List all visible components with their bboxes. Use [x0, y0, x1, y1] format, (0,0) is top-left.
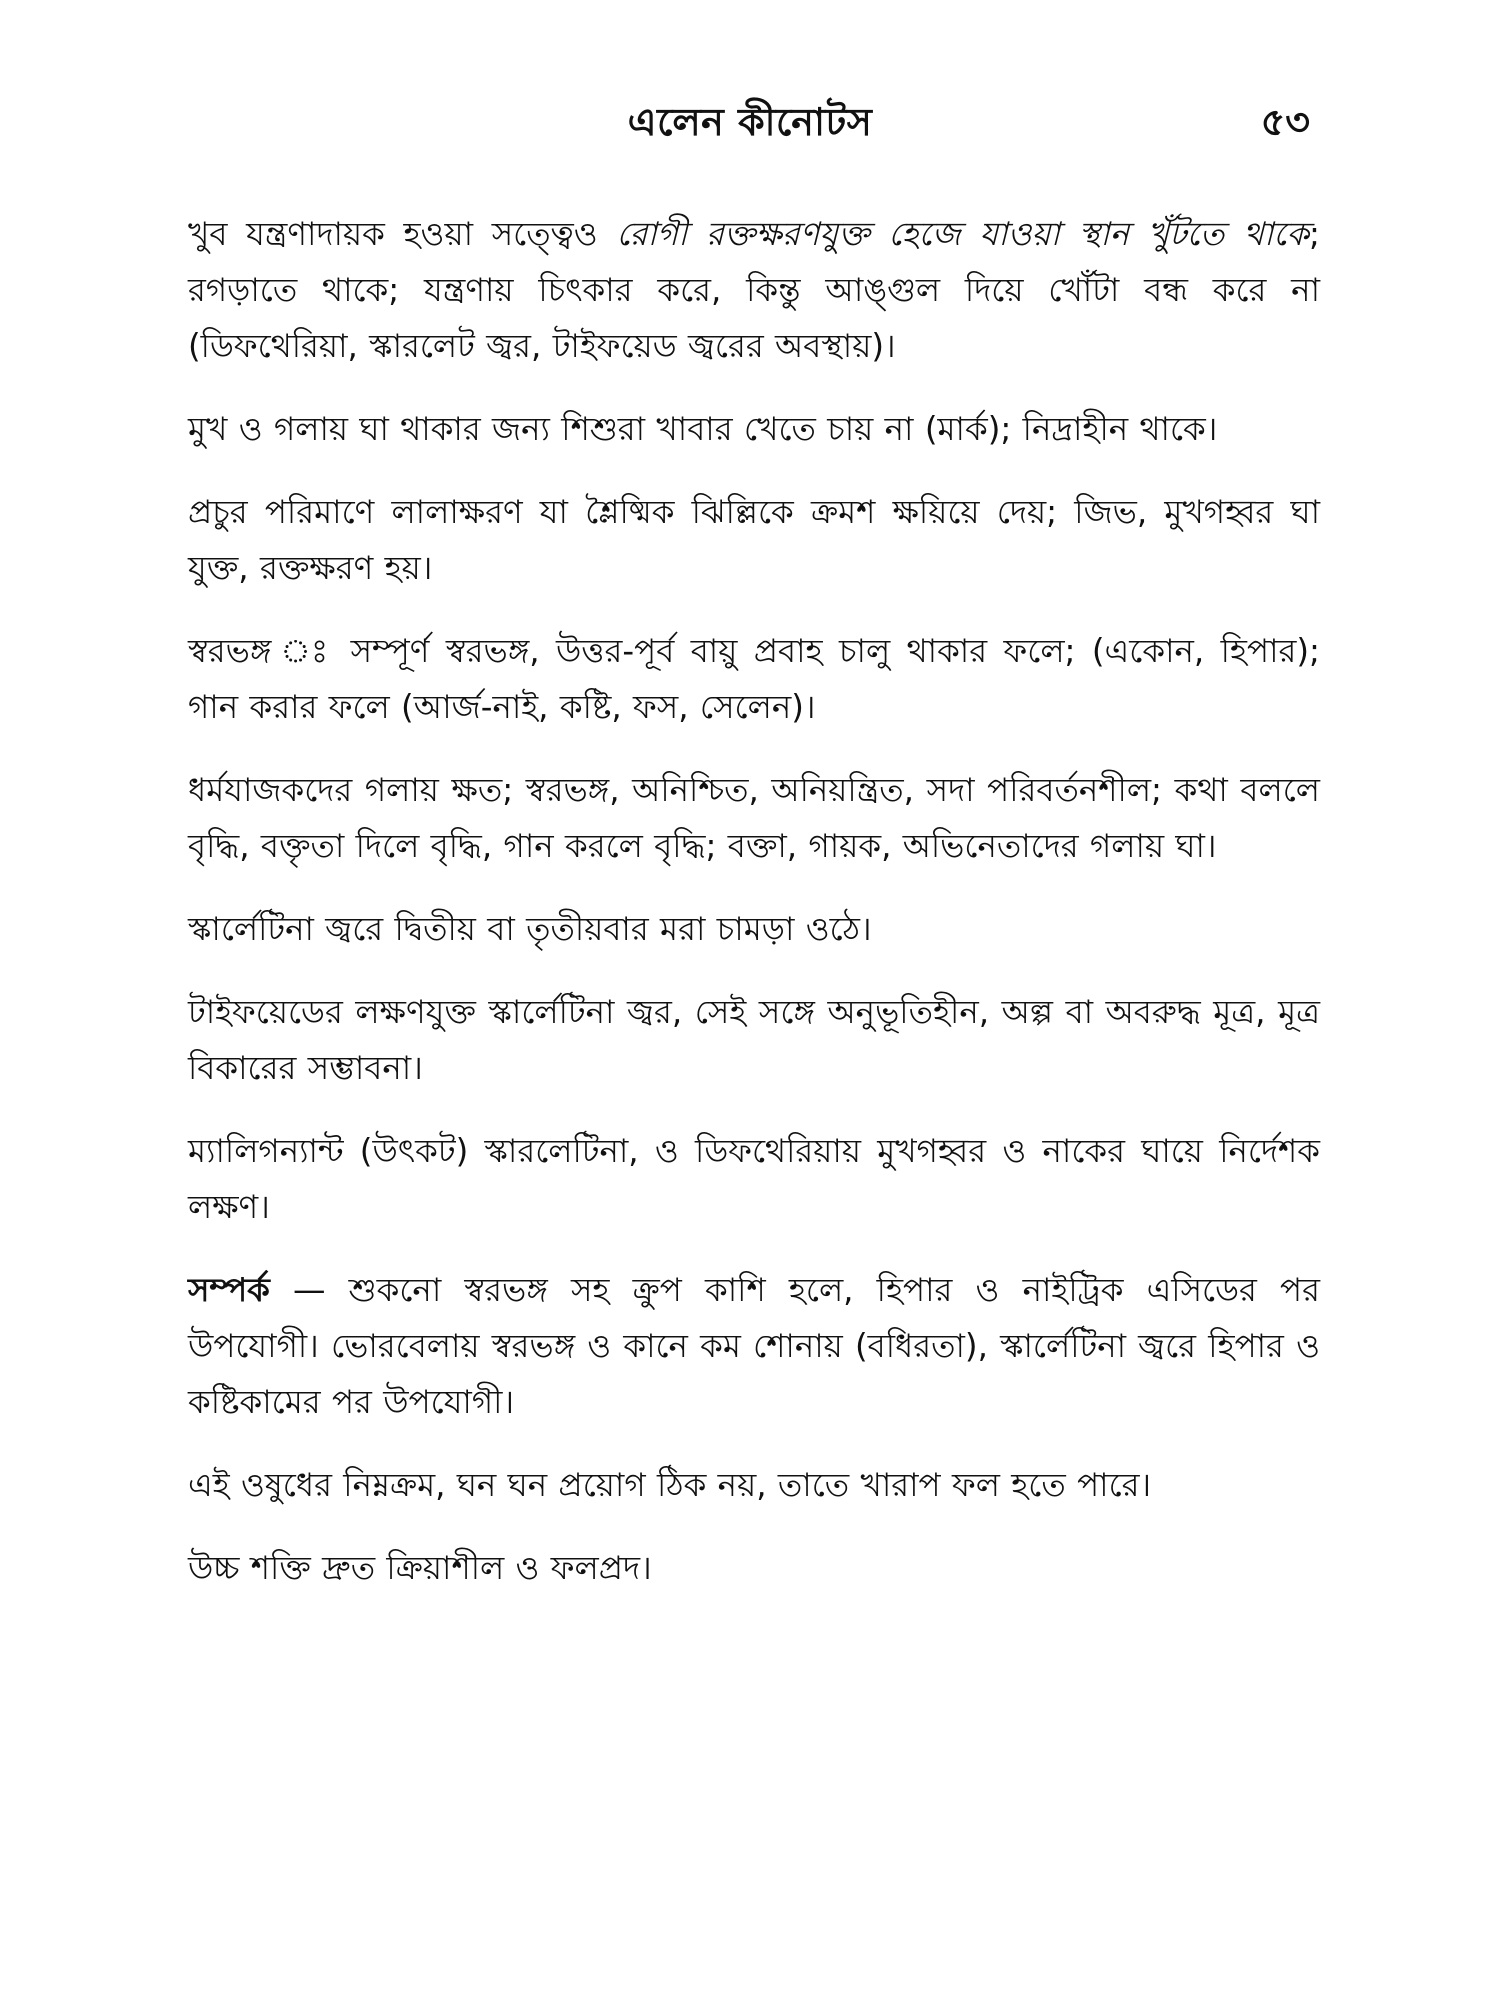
paragraph-11: উচ্চ শক্তি দ্রুত ক্রিয়াশীল ও ফলপ্রদ। — [188, 1549, 652, 1587]
page-number: ৫৩ — [1260, 100, 1310, 144]
paragraph-2: মুখ ও গলায় ঘা থাকার জন্য শিশুরা খাবার খেতে চায় না (মার্ক); নিদ্রাহীন থাকে। — [188, 410, 1218, 448]
paragraph-4: স্বরভঙ্গ ঃ সম্পূর্ণ স্বরভঙ্গ, উত্তর-পূর্ব বায়ু প্রবাহ চালু থাকার ফলে; (একোন, হিপার); গান করার ফলে (আর্জ-নাই, কষ্টি, ফস, সেলেন)। — [188, 632, 1320, 726]
paragraph-1 — [188, 206, 1320, 374]
running-title: এলেন কীনোটস — [627, 100, 873, 144]
paragraph-1-text: খুব যন্ত্রণাদায়ক হওয়া সত্ত্বেও — [188, 215, 617, 253]
paragraph-10: এই ওষুধের নিম্নক্রম, ঘন ঘন প্রয়োগ ঠিক নয়, তাতে খারাপ ফল হতে পারে। — [188, 1466, 1152, 1504]
paragraph-8: ম্যালিগন্যান্ট (উৎকট) স্কারলেটিনা, ও ডিফথেরিয়ায় মুখগহ্বর ও নাকের ঘায়ে নির্দেশক লক্ষণ। — [188, 1132, 1320, 1226]
paragraph-9 — [188, 1262, 1320, 1430]
relationship-heading: সম্পর্ক — [188, 1271, 270, 1309]
paragraph-6: স্কার্লেটিনা জ্বরে দ্বিতীয় বা তৃতীয়বার মরা চামড়া ওঠে। — [188, 910, 872, 948]
paragraph-9-text: — শুকনো স্বরভঙ্গ সহ ক্রুপ কাশি হলে, হিপার ও নাইট্রিক এসিডের পর উপযোগী। ভোরবেলায় স্বরভঙ্গ ও কানে কম শোনায় (বধিরতা), স্কার্লেটিনা জ্বরে হিপার ও কষ্টিকামের পর উপযোগী। — [188, 1271, 1320, 1421]
paragraph-1-italic-phrase: রোগী রক্তক্ষরণযুক্ত হেজে যাওয়া স্থান খুঁটতে থাকে — [616, 215, 1310, 253]
paragraph-1-text-end: ; রগড়াতে থাকে; যন্ত্রণায় চিৎকার করে, কিন্তু আঙ্গুল দিয়ে খোঁটা বন্ধ করে না (ডিফথেরিয়া, স্কারলেট জ্বর, টাইফয়েড জ্বরের অবস্থায়)। — [188, 215, 1320, 365]
body-text — [188, 206, 1320, 1623]
paragraph-5: ধর্মযাজকদের গলায় ক্ষত; স্বরভঙ্গ, অনিশ্চিত, অনিয়ন্ত্রিত, সদা পরিবর্তনশীল; কথা বললে বৃদ্ধি, বক্তৃতা দিলে বৃদ্ধি, গান করলে বৃদ্ধি; বক্তা, গায়ক, অভিনেতাদের গলায় ঘা। — [188, 771, 1320, 865]
paragraph-7: টাইফয়েডের লক্ষণযুক্ত স্কার্লেটিনা জ্বর, সেই সঙ্গে অনুভূতিহীন, অল্প বা অবরুদ্ধ মূত্র, মূত্র বিকারের সম্ভাবনা। — [188, 993, 1320, 1087]
paragraph-3: প্রচুর পরিমাণে লালাক্ষরণ যা শ্লৈষ্মিক ঝিল্লিকে ক্রমশ ক্ষয়িয়ে দেয়; জিভ, মুখগহ্বর ঘা যুক্ত, রক্তক্ষরণ হয়। — [188, 493, 1320, 587]
running-head — [0, 92, 1500, 152]
